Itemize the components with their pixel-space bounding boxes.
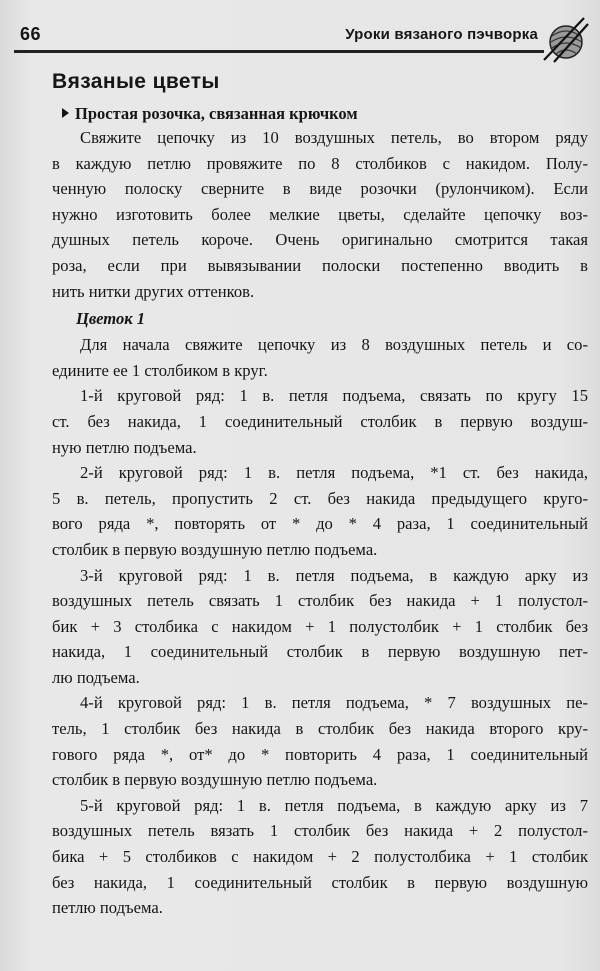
text-line: в каждую петлю провяжите по 8 столбиков с накидом. Полу- (52, 153, 588, 173)
paragraph-start (52, 332, 588, 383)
paragraph-intro (52, 125, 588, 304)
paragraph-row-5 (52, 793, 588, 921)
text-line: вого ряда *, повторять от * до * 4 раза, 1 соединительный (52, 514, 588, 534)
text-line: 1-й круговой ряд: 1 в. петля подъема, связать по кругу 15 (80, 386, 588, 406)
text-line: душных петель короче. Очень оригинально смотрится такая (52, 230, 588, 250)
text-line: ченную полоску сверните в виде розочки (рулончиком). Если (52, 179, 588, 199)
text-line: роза, если при вывязывании полоски постепенно вводить в (52, 255, 588, 275)
text-line: воздушных петель связать 1 столбик без накида + 1 полустол- (52, 591, 588, 611)
text-line: едините ее 1 столбиком в круг. (52, 360, 268, 380)
text-line: 5-й круговой ряд: 1 в. петля подъема, в каждую арку из 7 (80, 795, 588, 815)
text-line: 3-й круговой ряд: 1 в. петля подъема, в каждую арку из (80, 565, 588, 585)
yarn-ball-icon (540, 14, 590, 64)
text-line: гового ряда *, от* до * повторить 4 раза, 1 соединительный (52, 744, 588, 764)
text-line: столбик в первую воздушную петлю подъема. (52, 770, 378, 790)
text-line: бик + 3 столбика с накидом + 1 полустолбик + 1 столбик без (52, 616, 588, 636)
text-line: 5 в. петель, пропустить 2 ст. без накида предыдущего круго- (52, 488, 588, 508)
text-line: воздушных петель вязать 1 столбик без накида + 2 полустол- (52, 821, 588, 841)
paragraph-row-1 (52, 383, 588, 460)
paragraph-row-3 (52, 563, 588, 691)
text-line: ст. без накида, 1 соединительный столбик в первую воздуш- (52, 411, 588, 431)
section-title: Вязаные цветы (52, 70, 220, 93)
text-line: Свяжите цепочку из 10 воздушных петель, во втором ряду (80, 128, 588, 147)
paragraph-row-2 (52, 460, 588, 562)
text-line: столбик в первую воздушную петлю подъема. (52, 539, 378, 559)
text-line: петлю подъема. (52, 898, 163, 918)
text-line: накида, 1 соединительный столбик в первую воздушную пет- (52, 642, 588, 662)
subsection-heading-text: Простая розочка, связанная крючком (75, 104, 358, 123)
text-line: нужно изготовить более мелкие цветы, сделайте цепочку воз- (52, 204, 588, 224)
page-header (14, 14, 590, 58)
text-line: без накида, 1 соединительный столбик в первую воздушную (52, 872, 588, 892)
page-content (52, 70, 588, 921)
arrow-icon (62, 108, 69, 118)
text-line: 4-й круговой ряд: 1 в. петля подъема, * 7 воздушных пе- (80, 693, 588, 713)
paragraph-row-4 (52, 690, 588, 792)
header-rule (14, 50, 544, 53)
page-number: 66 (20, 24, 42, 44)
text-line: 2-й круговой ряд: 1 в. петля подъема, *1 ст. без накида, (80, 463, 588, 483)
running-title: Уроки вязаного пэчворка (345, 26, 538, 43)
text-line: бика + 5 столбиков с накидом + 2 полустолбика + 1 столбик (52, 847, 588, 867)
text-line: нить нитки других оттенков. (52, 281, 255, 301)
text-line: тель, 1 столбик без накида в столбик без накида второго кру- (52, 719, 588, 739)
flower-heading: Цветок 1 (76, 309, 146, 329)
subsection-heading (62, 104, 588, 124)
text-line: лю подъема. (52, 667, 140, 687)
text-line: Для начала свяжите цепочку из 8 воздушных петель и со- (80, 335, 588, 355)
text-line: ную петлю подъема. (52, 437, 197, 457)
